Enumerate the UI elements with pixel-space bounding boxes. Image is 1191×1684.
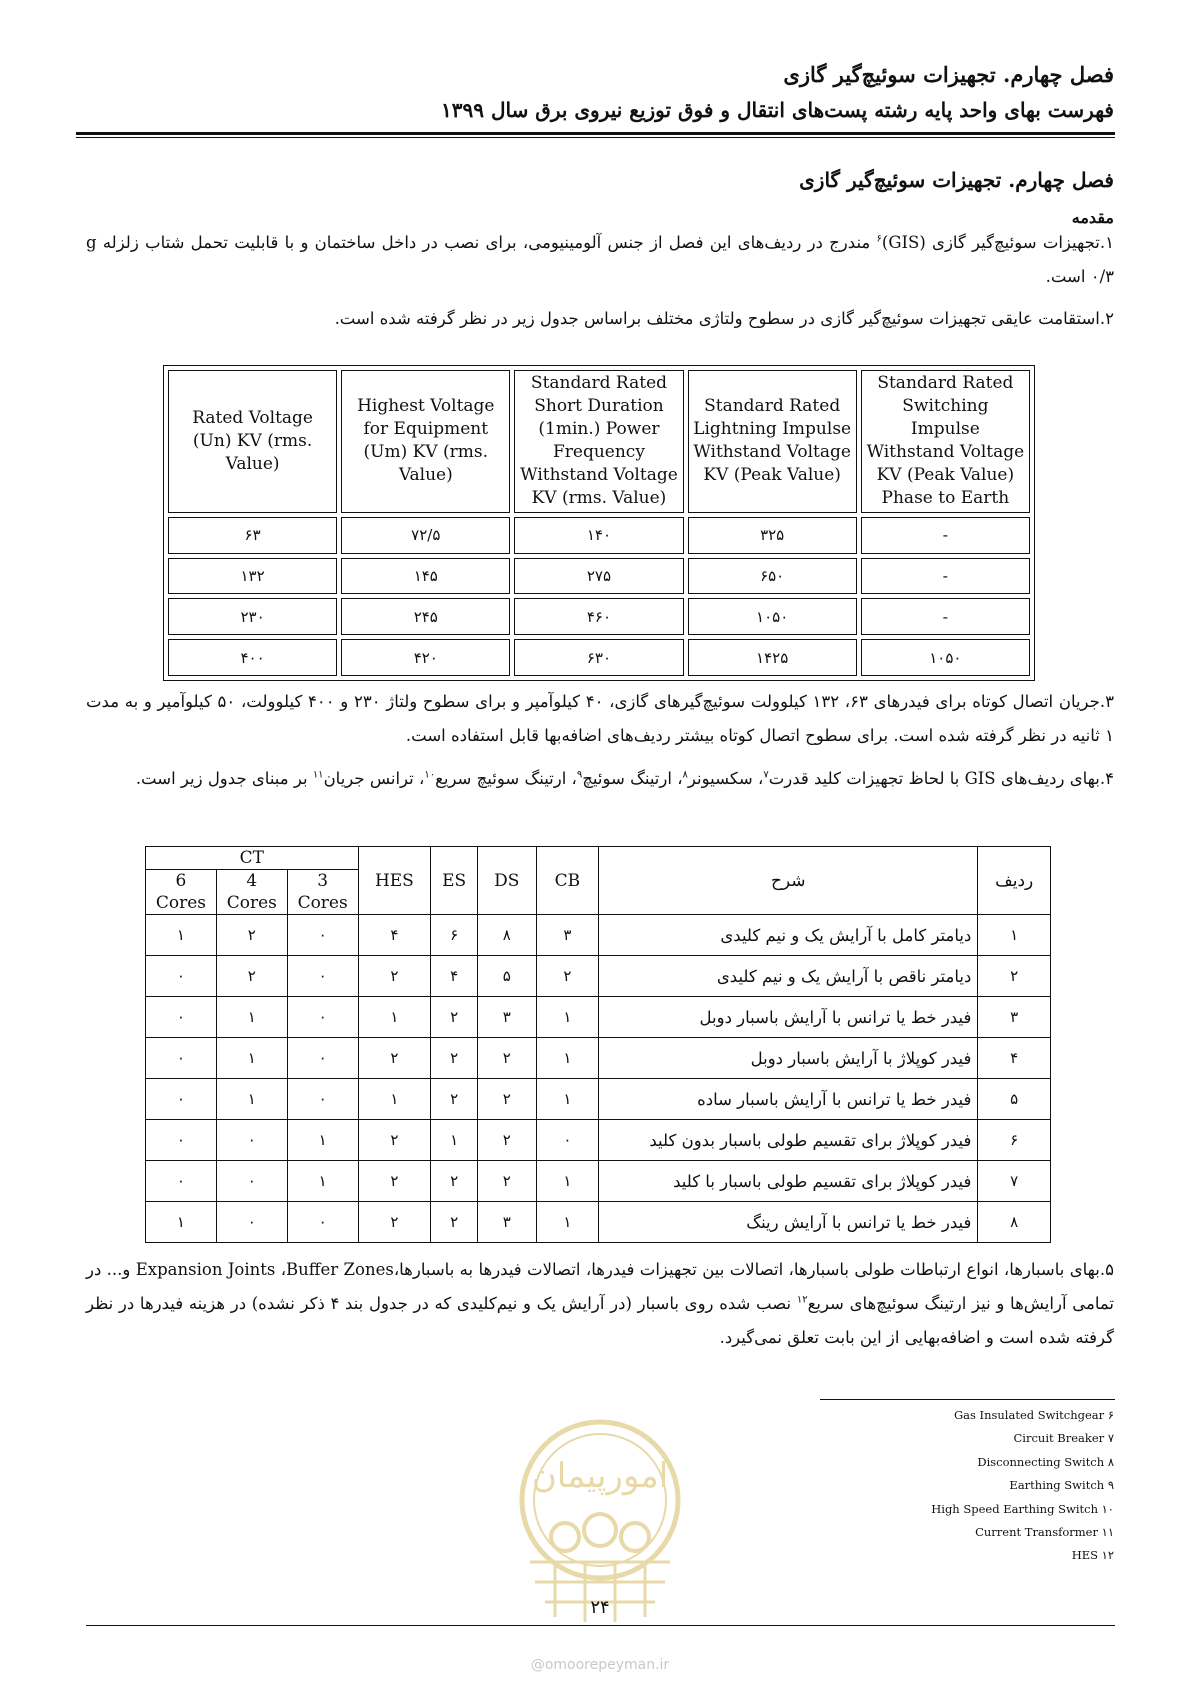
equipment-table-body <box>146 915 1051 1243</box>
table-cell: ۶ <box>431 915 478 956</box>
insulation-table-header-row <box>168 370 1030 513</box>
table-cell: ۲ <box>216 956 287 997</box>
header-es: ES <box>431 847 478 915</box>
table-cell: ۰ <box>146 997 217 1038</box>
table-cell: ۳ <box>478 1202 537 1243</box>
table-row <box>146 997 1051 1038</box>
table-cell: ۱ <box>146 1202 217 1243</box>
table-row <box>168 598 1030 635</box>
table-cell: ۲ <box>358 1202 431 1243</box>
paragraph-3: ۳.جریان اتصال کوتاه برای فیدرهای ۶۳، ۱۳۲ کیلوولت سوئیچ‌گیرهای گازی، ۴۰ کیلوآمپر و برای سطوح ولتاژ ۲۳۰ و ۴۰۰ کیلوولت، ۵۰ کیلوآمپر و به مدت ۱ ثانیه در نظر گرفته شده است. برای سطوح اتصال کوتاه بیشتر ردیف‌های اضافه‌بها قابل استفاده است. <box>86 692 1114 745</box>
table-cell: ۷ <box>978 1161 1051 1202</box>
paragraph-5 <box>86 1253 1114 1355</box>
row-description: فیدر خط یا ترانس با آرایش رینگ <box>599 1202 978 1243</box>
table-cell: ۲۴۵ <box>341 598 510 635</box>
table-cell: ۱۴۵ <box>341 558 510 595</box>
table-row <box>146 1120 1051 1161</box>
table-cell: ۱ <box>287 1120 358 1161</box>
table-cell: ۸ <box>478 915 537 956</box>
table-cell: ۱ <box>536 997 599 1038</box>
header-hes: HES <box>358 847 431 915</box>
table-cell: ۲ <box>478 1079 537 1120</box>
table-cell: ۰ <box>216 1161 287 1202</box>
table-cell: ۱ <box>216 1079 287 1120</box>
table-cell: ۴۶۰ <box>514 598 683 635</box>
table-cell: ۱ <box>216 1038 287 1079</box>
table-cell: ۱ <box>146 915 217 956</box>
table-cell: ۰ <box>146 1161 217 1202</box>
table-row <box>146 956 1051 997</box>
paragraph-1-text-a: ۱.تجهیزات سوئیچ‌گیر گازی (GIS) <box>881 233 1114 252</box>
table-cell: ۴ <box>358 915 431 956</box>
header-ct-6-cores: 6 Cores <box>146 870 217 915</box>
table-cell: ۰ <box>287 997 358 1038</box>
header-highest-voltage: Highest Voltage for Equipment (Um) KV (rms. Value) <box>341 370 510 513</box>
paragraph-1-text-b: مندرج در ردیف‌های این فصل از جنس آلومینیومی، برای نصب در داخل ساختمان و با قابلیت تحمل شتاب زلزله g ۰/۳ است. <box>86 233 1114 286</box>
footnote-ref-11[interactable]: ۱۱ <box>312 769 324 781</box>
table-cell: ۲ <box>358 956 431 997</box>
table-cell: ۶۳ <box>168 517 337 554</box>
running-header-chapter: فصل چهارم. تجهیزات سوئیچ‌گیر گازی <box>783 62 1114 87</box>
table-cell: ۱ <box>536 1202 599 1243</box>
paragraph-5-text-b: نصب شده روی باسبار (در آرایش یک و نیم‌کلیدی که در جدول بند ۴ ذکر نشده) در هزینه فیدرها در نظر گرفته شده است و اضافه‌بهایی از این بابت تعلق نمی‌گیرد. <box>86 1294 1114 1347</box>
table-cell: ۰ <box>146 1038 217 1079</box>
table-cell: ۳ <box>478 997 537 1038</box>
row-description: فیدر کوپلاژ با آرایش باسبار دوبل <box>599 1038 978 1079</box>
table-cell: ۳ <box>536 915 599 956</box>
watermark-logo <box>510 1412 690 1627</box>
table-cell: ۱ <box>358 997 431 1038</box>
table-cell: ۱ <box>536 1038 599 1079</box>
watermark-logo-text: امورپیمان <box>531 1456 669 1496</box>
header-ct: CT <box>146 847 359 870</box>
table-cell: ۰ <box>146 1120 217 1161</box>
insulation-level-table <box>163 365 1035 681</box>
table-cell: - <box>861 598 1030 635</box>
table-cell: ۲ <box>216 915 287 956</box>
table-cell: ۱۰۵۰ <box>861 639 1030 676</box>
paragraph-1 <box>86 226 1114 294</box>
paragraph-2: ۲.استقامت عایقی تجهیزات سوئیچ‌گیر گازی در سطوح ولتاژی مختلف براساس جدول زیر در نظر گرفته شده است. <box>334 309 1114 328</box>
footnote-ref-9[interactable]: ۹ <box>576 769 583 781</box>
table-cell: ۰ <box>287 1038 358 1079</box>
table-cell: ۲ <box>478 1038 537 1079</box>
table-cell: ۱۴۲۵ <box>688 639 857 676</box>
row-description: دیامتر ناقص با آرایش یک و نیم کلیدی <box>599 956 978 997</box>
row-description: فیدر خط یا ترانس با آرایش باسبار دوبل <box>599 997 978 1038</box>
table-row <box>146 1079 1051 1120</box>
table-cell: ۰ <box>146 1079 217 1120</box>
header-ct-3-cores: 3 Cores <box>287 870 358 915</box>
footnote-ref-10[interactable]: ۱۰ <box>424 769 436 781</box>
table-row <box>168 639 1030 676</box>
table-row <box>168 517 1030 554</box>
table-row <box>168 558 1030 595</box>
paragraph-5-text-a: ۵.بهای باسبارها، انواع ارتباطات طولی باسبارها، اتصالات بین تجهیزات فیدرها، اتصالات فیدرها به باسبارها،Expansion Joints ،Buffer Zones و... در تمامی آرایش‌ها و نیز ارتینگ سوئیچ‌های سریع <box>86 1260 1114 1313</box>
row-description: فیدر خط یا ترانس با آرایش باسبار ساده <box>599 1079 978 1120</box>
page-number: ۲۴ <box>590 1597 610 1618</box>
table-cell: ۴ <box>978 1038 1051 1079</box>
footnote-ref-6[interactable]: ۶ <box>876 233 882 245</box>
header-description: شرح <box>599 847 978 915</box>
table-cell: ۰ <box>146 956 217 997</box>
table-cell: ۶۳۰ <box>514 639 683 676</box>
table-cell: - <box>861 517 1030 554</box>
footnote-11: Current Transformer ۱۱ <box>975 1525 1114 1540</box>
table-cell: ۳۲۵ <box>688 517 857 554</box>
footnote-ref-12[interactable]: ۱۲ <box>796 1294 808 1306</box>
equipment-table-header-row <box>146 847 1051 870</box>
paragraph-4 <box>86 762 1114 796</box>
table-row <box>146 1038 1051 1079</box>
table-cell: ۰ <box>216 1202 287 1243</box>
footnote-8: Disconnecting Switch ۸ <box>977 1454 1114 1469</box>
table-cell: ۰ <box>287 1079 358 1120</box>
table-cell: ۴۰۰ <box>168 639 337 676</box>
header-power-frequency-withstand: Standard Rated Short Duration (1min.) Power Frequency Withstand Voltage KV (rms. Value) <box>514 370 683 513</box>
table-cell: ۲ <box>358 1038 431 1079</box>
table-cell: ۲ <box>358 1120 431 1161</box>
table-cell: ۱۴۰ <box>514 517 683 554</box>
table-row <box>146 1161 1051 1202</box>
header-rated-voltage: Rated Voltage (Un) KV (rms. Value) <box>168 370 337 513</box>
table-cell: ۴ <box>431 956 478 997</box>
footnote-9: Earthing Switch ۹ <box>1009 1478 1114 1493</box>
table-cell: ۸ <box>978 1202 1051 1243</box>
paragraph-4-text-e: ، ترانس جریان <box>323 769 425 788</box>
table-cell: ۰ <box>287 956 358 997</box>
table-cell: ۰ <box>536 1120 599 1161</box>
header-row-number: ردیف <box>978 847 1051 915</box>
table-cell: ۰ <box>216 1120 287 1161</box>
table-cell: - <box>861 558 1030 595</box>
footnote-rule <box>820 1399 1115 1400</box>
watermark-site[interactable]: @omoorepeyman.ir <box>530 1657 670 1673</box>
table-cell: ۵ <box>478 956 537 997</box>
table-cell: ۱ <box>216 997 287 1038</box>
header-cb: CB <box>536 847 599 915</box>
table-cell: ۶ <box>978 1120 1051 1161</box>
table-row <box>146 1202 1051 1243</box>
table-cell: ۰ <box>287 915 358 956</box>
paragraph-4-text-c: ، ارتینگ سوئیچ <box>582 769 683 788</box>
paragraph-4-text-d: ، ارتینگ سوئیچ سریع <box>435 769 577 788</box>
table-cell: ۲ <box>431 1202 478 1243</box>
paragraph-4-text-f: بر مبنای جدول زیر است. <box>135 769 313 788</box>
table-cell: ۱ <box>536 1079 599 1120</box>
table-cell: ۲ <box>978 956 1051 997</box>
header-rule <box>76 132 1115 135</box>
footnote-7: Circuit Breaker ۷ <box>1013 1431 1114 1446</box>
table-cell: ۲۳۰ <box>168 598 337 635</box>
header-ds: DS <box>478 847 537 915</box>
table-cell: ۶۵۰ <box>688 558 857 595</box>
section-title: فصل چهارم. تجهیزات سوئیچ‌گیر گازی <box>799 168 1114 192</box>
table-cell: ۲۷۵ <box>514 558 683 595</box>
paragraph-4-text-b: ، سکسیونر <box>687 769 764 788</box>
intro-label: مقدمه <box>1071 208 1114 227</box>
footnote-10: High Speed Earthing Switch ۱۰ <box>931 1501 1114 1516</box>
table-cell: ۰ <box>287 1202 358 1243</box>
table-cell: ۱ <box>431 1120 478 1161</box>
footnote-12: HES ۱۲ <box>1071 1548 1114 1563</box>
table-cell: ۲ <box>536 956 599 997</box>
table-cell: ۴۲۰ <box>341 639 510 676</box>
table-cell: ۱ <box>358 1079 431 1120</box>
header-rule-thin <box>76 137 1115 138</box>
footnote-ref-7[interactable]: ۷ <box>763 769 769 781</box>
table-cell: ۱۳۲ <box>168 558 337 595</box>
table-cell: ۲ <box>478 1161 537 1202</box>
table-cell: ۱ <box>287 1161 358 1202</box>
table-cell: ۱۰۵۰ <box>688 598 857 635</box>
footnotes <box>814 1404 1114 1568</box>
table-row <box>146 915 1051 956</box>
row-description: فیدر کوپلاژ برای تقسیم طولی باسبار بدون کلید <box>599 1120 978 1161</box>
header-lightning-impulse: Standard Rated Lightning Impulse Withstand Voltage KV (Peak Value) <box>688 370 857 513</box>
table-cell: ۱ <box>536 1161 599 1202</box>
table-cell: ۱ <box>978 915 1051 956</box>
table-cell: ۲ <box>431 1079 478 1120</box>
footnote-6: Gas Insulated Switchgear ۶ <box>953 1408 1114 1422</box>
running-header-book-title: فهرست بهای واحد پایه رشته پست‌های انتقال و فوق توزیع نیروی برق سال ۱۳۹۹ <box>441 98 1114 122</box>
paragraph-4-text-a: ۴.بهای ردیف‌های GIS با لحاظ تجهیزات کلید قدرت <box>768 769 1114 788</box>
table-cell: ۲ <box>478 1120 537 1161</box>
header-switching-impulse: Standard Rated Switching Impulse Withstand Voltage KV (Peak Value) Phase to Earth <box>861 370 1030 513</box>
header-ct-4-cores: 4 Cores <box>216 870 287 915</box>
table-cell: ۲ <box>358 1161 431 1202</box>
table-cell: ۷۲/۵ <box>341 517 510 554</box>
row-description: دیامتر کامل با آرایش یک و نیم کلیدی <box>599 915 978 956</box>
table-cell: ۵ <box>978 1079 1051 1120</box>
footnote-ref-8[interactable]: ۸ <box>682 769 688 781</box>
table-cell: ۲ <box>431 997 478 1038</box>
gis-equipment-table <box>145 846 1051 1243</box>
table-cell: ۲ <box>431 1038 478 1079</box>
row-description: فیدر کوپلاژ برای تقسیم طولی باسبار با کلید <box>599 1161 978 1202</box>
table-cell: ۳ <box>978 997 1051 1038</box>
table-cell: ۲ <box>431 1161 478 1202</box>
footer-rule <box>86 1625 1115 1626</box>
